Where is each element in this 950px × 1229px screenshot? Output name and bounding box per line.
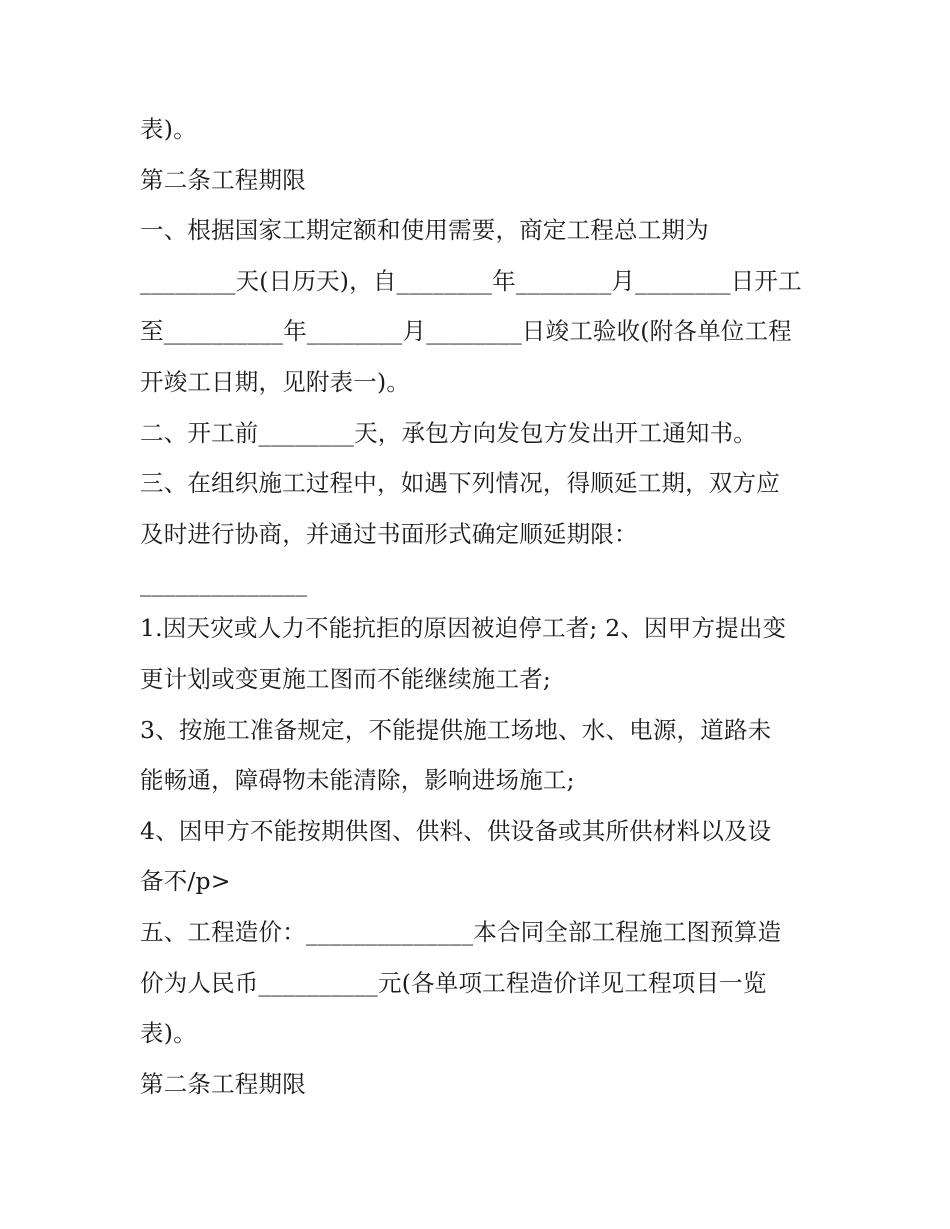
text-line: 一、根据国家工期定额和使用需要，商定工程总工期为: [140, 216, 709, 244]
text-line: 1.因天灾或人力不能抗拒的原因被迫停工者; 2、因甲方提出变: [140, 614, 787, 642]
text-line: 及时进行协商，并通过书面形式确定顺延期限：: [140, 520, 638, 548]
text-line: 二、开工前________天，承包方向发包方发出开工通知书。: [140, 419, 757, 447]
text-line: 备不/p>: [140, 867, 231, 895]
text-line: 开竣工日期，见附表一)。: [140, 368, 411, 396]
text-line: 更计划或变更施工图而不能继续施工者;: [140, 665, 552, 693]
text-line: 三、在组织施工过程中，如遇下列情况，得顺延工期，双方应: [140, 469, 780, 497]
blank-line: ______________: [140, 569, 308, 597]
text-line: 表)。: [140, 115, 197, 143]
text-line: 表)。: [140, 1019, 197, 1047]
section-heading: 第二条工程期限: [140, 166, 306, 194]
text-line: 至__________年________月________日竣工验收(附各单位工程: [140, 317, 792, 345]
text-line: 4、因甲方不能按期供图、供料、供设备或其所供材料以及设: [140, 817, 772, 845]
text-line: 能畅通，障碍物未能清除，影响进场施工;: [140, 766, 575, 794]
text-line: 五、工程造价：______________本合同全部工程施工图预算造: [140, 918, 782, 946]
section-heading: 第二条工程期限: [140, 1070, 306, 1098]
text-line: 价为人民币__________元(各单项工程造价详见工程项目一览: [140, 969, 767, 997]
text-line: ________天(日历天)，自________年________月________日开工: [140, 267, 802, 295]
text-line: 3、按施工准备规定，不能提供施工场地、水、电源，道路未: [140, 716, 772, 744]
